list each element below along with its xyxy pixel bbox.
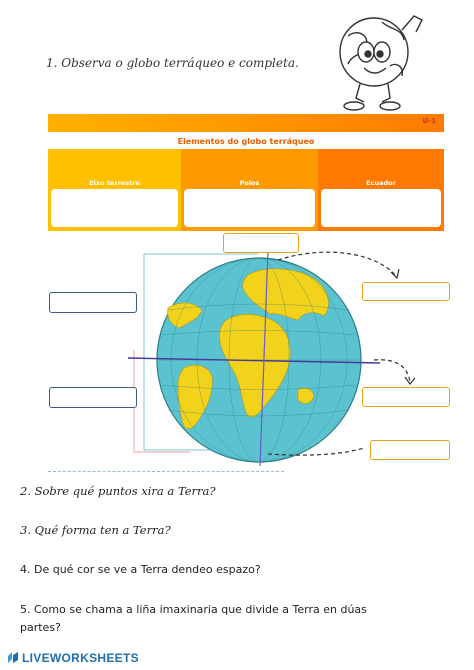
answer-box-left-upper[interactable] [49, 292, 137, 313]
question-3: 3. Qué forma ten a Terra? [20, 523, 171, 537]
answer-box-right-middle[interactable] [362, 387, 450, 407]
column-polos [181, 149, 318, 231]
question-4: 4. De qué cor se ve a Terra dendeo espazo? [20, 563, 261, 576]
separator [48, 471, 284, 472]
answer-box-right-upper[interactable] [362, 282, 450, 301]
column-label: Polos [239, 179, 260, 187]
question-2: 2. Sobre qué puntos xira a Terra? [20, 484, 216, 498]
table-title: Elementos do globo terráqueo [48, 133, 444, 149]
globe-mascot-icon [330, 6, 426, 114]
column-eixo [48, 149, 181, 231]
column-label: Ecuador [366, 179, 396, 187]
question-1: 1. Observa o globo terráqueo e completa. [46, 56, 299, 70]
question-5-cont: partes? [20, 621, 61, 634]
answer-box-right-lower[interactable] [370, 440, 450, 460]
column-ecuador [318, 149, 444, 231]
table-header-band [48, 114, 444, 132]
answer-box-left-lower[interactable] [49, 387, 137, 408]
footer [0, 646, 474, 670]
answer-box-top[interactable] [223, 233, 299, 253]
liveworksheets-logo-icon [6, 651, 20, 665]
column-label: Eixo terrestre [89, 179, 140, 187]
answer-field[interactable] [184, 189, 315, 227]
question-5: 5. Como se chama a liña imaxinaria que divide a Terra en dúas [20, 603, 367, 616]
unit-label: U-1 [422, 117, 436, 125]
answer-field[interactable] [51, 189, 178, 227]
answer-field[interactable] [321, 189, 441, 227]
footer-brand: LIVEWORKSHEETS [22, 651, 139, 665]
